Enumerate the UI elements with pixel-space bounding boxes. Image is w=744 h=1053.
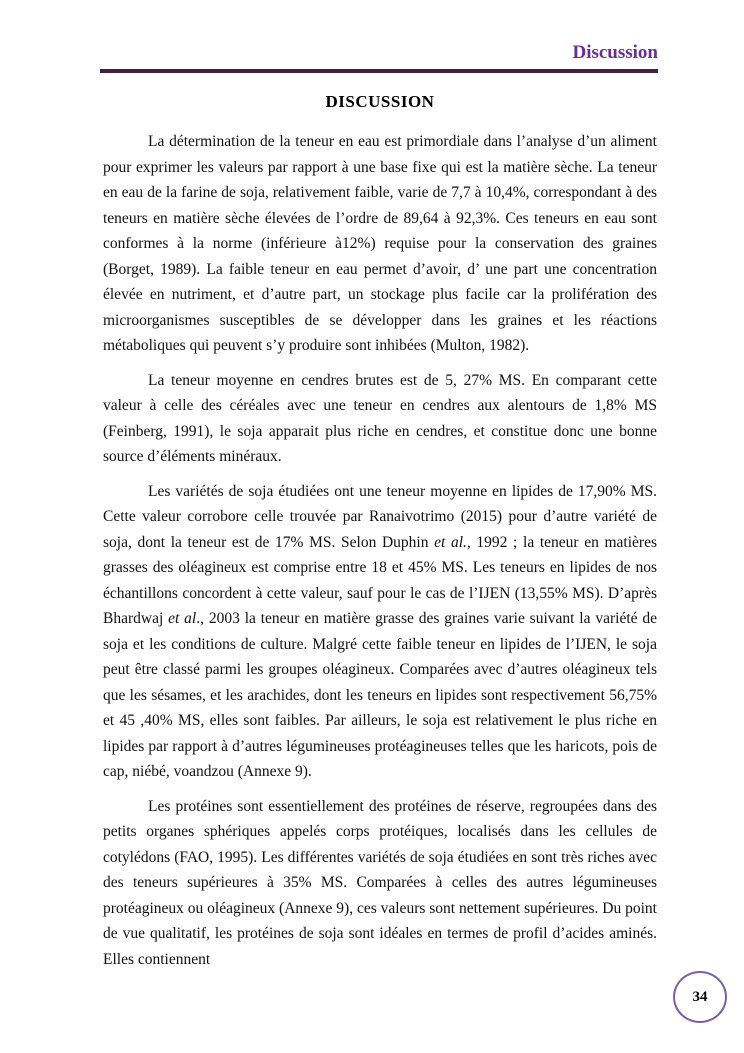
text-run: , 1992 ; la teneur en matières grasses des oléagineux est comprise entre 18 et 45% MS. Les teneurs en lipides de nos échantillons concordent à cette valeur, sauf pour le cas de l’IJEN (13,55% MS). D’après Bhardwaj (103, 533, 657, 627)
text-run: et al (168, 610, 197, 627)
paragraph (103, 479, 657, 785)
paragraph (103, 368, 657, 470)
text-run: Les protéines sont essentiellement des protéines de réserve, regroupées dans des petits organes sphériques appelés corps protéiques, localisés dans les cellules de cotylédons (FAO, 1995). Les différentes variétés de soja étudiées en sont très riches avec des teneurs supérieures à 35% MS. Comparées à celles des autres légumineuses protéagineux ou oléagineux (Annexe 9), ces valeurs sont nettement supérieures. Du point de vue qualitatif, les protéines de soja sont idéales en termes de profil d’acides aminés. Elles contiennent (103, 797, 657, 968)
text-run: Les variétés de soja étudiées ont une teneur moyenne en lipides de 17,90% MS. Cette valeur corrobore celle trouvée par Ranaivotrimo (2015) pour d’autre variété de soja, dont la teneur est de 17% MS. Selon Duphin (103, 482, 657, 551)
paragraph (103, 129, 657, 359)
text-run: ., 2003 la teneur en matière grasse des graines varie suivant la variété de soja et les conditions de culture. Malgré cette faible teneur en lipides de l’IJEN, le soja peut être classé parmi les groupes oléagineux. Comparées avec d’autres oléagineux tels que les sésames, et les arachides, dont les teneurs en lipides sont respectivement 56,75% et 45 ,40% MS, elles sont faibles. Par ailleurs, le soja est relativement le plus riche en lipides par rapport à d’autres légumineuses protéagineuses telles que les haricots, pois de cap, niébé, voandzou (Annexe 9). (103, 610, 658, 780)
text-run: La détermination de la teneur en eau est primordiale dans l’analyse d’un aliment pour exprimer les valeurs par rapport à une base fixe qui est la matière sèche. La teneur en eau de la farine de soja, relativement faible, varie de 7,7 à 10,4%, correspondant à des teneurs en matière sèche élevées de l’ordre de 89,64 à 92,3%. Ces teneurs en eau sont conformes à la norme (inférieure à12%) requise pour la conservation des graines (Borget, 1989). La faible teneur en eau permet d’avoir, d’ une part une concentration élevée en nutriment, et d’autre part, un stockage plus facile car la prolifération des microorganismes susceptibles de se développer dans les graines et les réactions métaboliques qui peuvent s’y produire sont inhibées (Multon, 1982). (103, 133, 657, 354)
text-run: La teneur moyenne en cendres brutes est de 5, 27% MS. En comparant cette valeur à celle des céréales avec une teneur en cendres aux alentours de 1,8% MS (Feinberg, 1991), le soja apparait plus riche en cendres, et constitue donc une bonne source d’éléments minéraux. (103, 371, 657, 465)
header-rule (100, 69, 658, 73)
page-content (103, 92, 657, 972)
text-run: et al. (434, 533, 467, 551)
running-header-title: Discussion (572, 42, 658, 63)
page-number-badge (673, 971, 727, 1023)
page-number: 34 (692, 988, 708, 1005)
paragraph (103, 794, 657, 973)
section-title: DISCUSSION (325, 92, 435, 111)
body-paragraphs (103, 129, 657, 972)
